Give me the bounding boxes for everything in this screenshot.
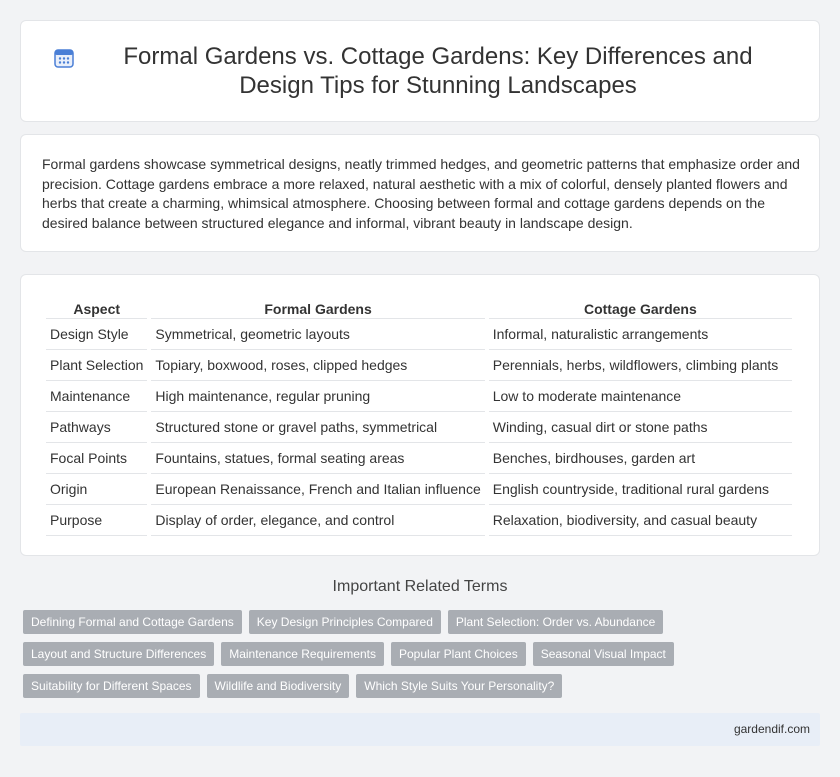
footer-site-link[interactable]: gardendif.com [733, 722, 810, 736]
tag-design-principles[interactable]: Key Design Principles Compared [249, 610, 441, 634]
cell-aspect: Purpose [46, 505, 147, 536]
cell-formal: Structured stone or gravel paths, symmetrical [151, 412, 484, 443]
tag-defining-gardens[interactable]: Defining Formal and Cottage Gardens [23, 610, 242, 634]
cell-formal: Symmetrical, geometric layouts [151, 319, 484, 350]
cell-cottage: Relaxation, biodiversity, and casual beauty [489, 505, 792, 536]
table-row [46, 505, 792, 536]
cell-formal: High maintenance, regular pruning [151, 381, 484, 412]
cell-cottage: Informal, naturalistic arrangements [489, 319, 792, 350]
table-header-row [46, 295, 792, 319]
header-cottage: Cottage Gardens [489, 295, 792, 319]
tag-maintenance[interactable]: Maintenance Requirements [221, 642, 384, 666]
cell-aspect: Focal Points [46, 443, 147, 474]
tag-row [23, 674, 823, 698]
cell-aspect: Pathways [46, 412, 147, 443]
tag-wildlife[interactable]: Wildlife and Biodiversity [207, 674, 350, 698]
table-row [46, 443, 792, 474]
tag-popular-plants[interactable]: Popular Plant Choices [391, 642, 526, 666]
intro-text: Formal gardens showcase symmetrical designs, neatly trimmed hedges, and geometric patterns that emphasize order and precision. Cottage gardens embrace a more relaxed, natural aesthetic with a mix of colorful, densely planted flowers and herbs that create a charming, whimsical atmosphere. Choosing between formal and cottage gardens depends on the desired balance between structured elegance and informal, vibrant beauty in landscape design. [42, 156, 800, 231]
cell-formal: European Renaissance, French and Italian influence [151, 474, 484, 505]
tag-seasonal-impact[interactable]: Seasonal Visual Impact [533, 642, 674, 666]
table-row [46, 412, 792, 443]
title-card [20, 20, 820, 122]
header-formal: Formal Gardens [151, 295, 484, 319]
cell-aspect: Maintenance [46, 381, 147, 412]
table-row [46, 381, 792, 412]
cell-formal: Fountains, statues, formal seating areas [151, 443, 484, 474]
cell-formal: Topiary, boxwood, roses, clipped hedges [151, 350, 484, 381]
cell-cottage: Winding, casual dirt or stone paths [489, 412, 792, 443]
cell-cottage: Perennials, herbs, wildflowers, climbing plants [489, 350, 792, 381]
comparison-card [20, 274, 820, 556]
table-row [46, 350, 792, 381]
cell-cottage: English countryside, traditional rural gardens [489, 474, 792, 505]
comparison-table [42, 295, 796, 536]
header-aspect: Aspect [46, 295, 147, 319]
tag-row [23, 610, 823, 634]
intro-card [20, 134, 820, 252]
cell-cottage: Benches, birdhouses, garden art [489, 443, 792, 474]
table-row [46, 319, 792, 350]
cell-aspect: Design Style [46, 319, 147, 350]
cell-cottage: Low to moderate maintenance [489, 381, 792, 412]
related-terms-title: Important Related Terms [332, 578, 508, 595]
table-row [46, 474, 792, 505]
cell-aspect: Origin [46, 474, 147, 505]
cell-formal: Display of order, elegance, and control [151, 505, 484, 536]
related-terms-tags [23, 610, 823, 706]
page-title: Formal Gardens vs. Cottage Gardens: Key Differences and Design Tips for Stunning Landscapes [123, 43, 753, 99]
tag-personality[interactable]: Which Style Suits Your Personality? [356, 674, 562, 698]
tag-row [23, 642, 823, 666]
tag-layout-structure[interactable]: Layout and Structure Differences [23, 642, 214, 666]
cell-aspect: Plant Selection [46, 350, 147, 381]
footer [20, 713, 820, 746]
tag-suitability[interactable]: Suitability for Different Spaces [23, 674, 200, 698]
tag-plant-selection[interactable]: Plant Selection: Order vs. Abundance [448, 610, 663, 634]
